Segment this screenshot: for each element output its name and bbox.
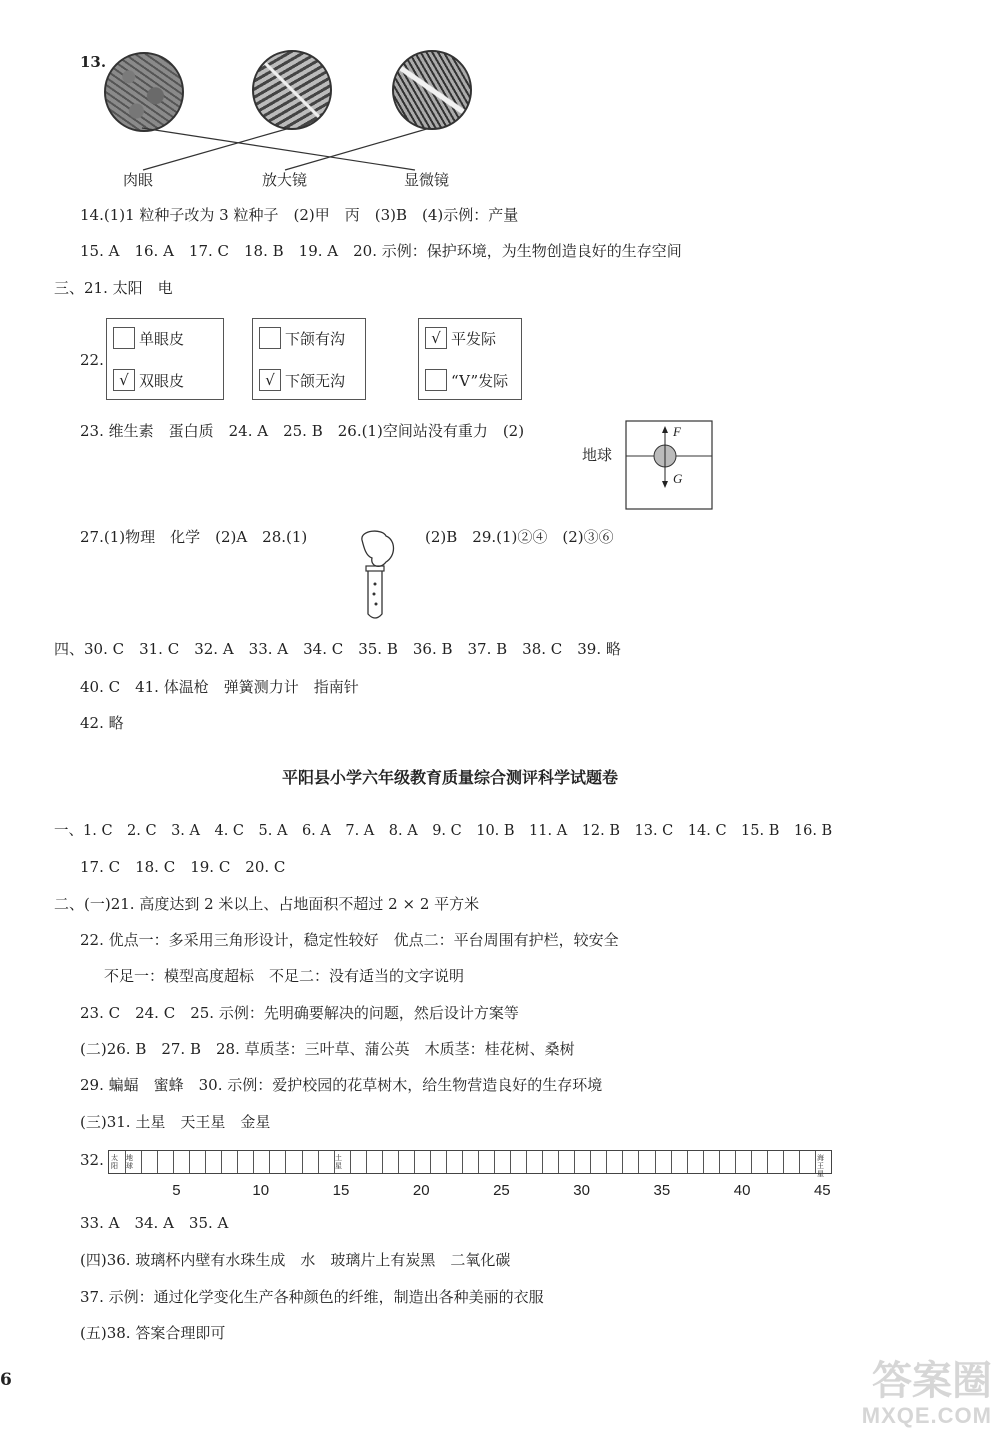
answer-36-b: (四)36. 玻璃杯内壁有水珠生成 水 玻璃片上有炭黑 二氧化碳 [80, 1251, 511, 1269]
ruler-tick [526, 1151, 527, 1173]
ruler-tick [173, 1151, 174, 1173]
ruler-tick [125, 1151, 126, 1173]
ruler-number: 20 [412, 1182, 430, 1199]
checkbox-label: 单眼皮 [139, 329, 185, 348]
checkbox-row [113, 325, 184, 351]
checkbox[interactable] [425, 369, 447, 391]
answer-22-number: 22. [80, 351, 104, 369]
answer-38-b: (五)38. 答案合理即可 [80, 1324, 226, 1342]
ruler-tick [398, 1151, 399, 1173]
ruler-tick [815, 1151, 816, 1173]
ruler-tick [205, 1151, 206, 1173]
ruler-number: 40 [733, 1182, 751, 1199]
ruler-number: 10 [252, 1182, 270, 1199]
checkbox-row [425, 367, 508, 393]
chin-options [252, 318, 366, 400]
answer-21: 三、21. 太阳 电 [54, 279, 173, 297]
ruler-tick [590, 1151, 591, 1173]
ruler-cell-earth: 地球 [126, 1154, 133, 1170]
checkbox[interactable]: √ [425, 327, 447, 349]
answer-37-b: 37. 示例：通过化学变化生产各种颜色的纤维，制造出各种美丽的衣服 [80, 1288, 544, 1306]
watermark-top: 答案圈 [872, 1358, 992, 1404]
ruler-tick [318, 1151, 319, 1173]
ruler-number: 5 [172, 1182, 181, 1199]
answer-30-39: 四、30. C 31. C 32. A 33. A 34. C 35. B 36. B 37. B 38. C 39. 略 [54, 640, 621, 658]
force-f-label: F [673, 424, 681, 439]
watermark [812, 1359, 992, 1439]
checkbox-row [113, 367, 184, 393]
ruler-tick [430, 1151, 431, 1173]
checkbox[interactable]: √ [113, 369, 135, 391]
ruler-tick [334, 1151, 335, 1173]
answer-32-number: 32. [80, 1151, 104, 1169]
checkbox-label: 下颌有沟 [285, 329, 346, 348]
ruler-tick [719, 1151, 720, 1173]
ruler-tick [574, 1151, 575, 1173]
ruler-tick [366, 1151, 367, 1173]
ruler-tick [221, 1151, 222, 1173]
ruler-tick [478, 1151, 479, 1173]
ruler-number: 30 [573, 1182, 590, 1199]
answer-33-35-b: 33. A 34. A 35. A [80, 1214, 229, 1232]
ruler-tick [558, 1151, 559, 1173]
checkbox-row [259, 367, 345, 393]
checkbox-row [259, 325, 345, 351]
ruler-tick [302, 1151, 303, 1173]
ruler-tick [687, 1151, 688, 1173]
ruler-number: 45 [813, 1182, 831, 1199]
answer-28-29: (2)B 29.(1)②④ (2)③⑥ [425, 528, 614, 546]
label-naked-eye: 肉眼 [123, 171, 154, 189]
checkbox[interactable] [259, 327, 281, 349]
ruler-tick [350, 1151, 351, 1173]
ruler-tick [237, 1151, 238, 1173]
ruler-tick [606, 1151, 607, 1173]
checkbox-label: “V”发际 [451, 371, 509, 390]
eyelid-options [106, 318, 224, 400]
ruler-tick [735, 1151, 736, 1173]
ruler-tick [285, 1151, 286, 1173]
ruler-tick [671, 1151, 672, 1173]
answer-26-28-b: (二)26. B 27. B 28. 草质茎：三叶草、蒲公英 木质茎：桂花树、桑树 [80, 1040, 575, 1058]
answer-40-41: 40. C 41. 体温枪 弹簧测力计 指南针 [80, 678, 359, 696]
ruler-cell-neptune: 海王星 [817, 1154, 824, 1178]
ruler-cell-saturn: 土星 [335, 1154, 342, 1170]
ruler-tick [462, 1151, 463, 1173]
ruler-tick [141, 1151, 142, 1173]
watermark-bottom: MXQE.COM [861, 1403, 992, 1428]
ruler-tick [622, 1151, 623, 1173]
answer-29-30-b: 29. 蝙蝠 蜜蜂 30. 示例：爱护校园的花草树木，给生物营造良好的生存环境 [80, 1076, 603, 1094]
checkbox-label: 双眼皮 [139, 371, 185, 390]
ruler-cell-sun: 太阳 [111, 1154, 118, 1170]
hairline-options [418, 318, 522, 400]
earth-label: 地球 [582, 446, 613, 464]
answers-1-16: 一、1. C 2. C 3. A 4. C 5. A 6. A 7. A 8. A 9. C 10. B 11. A 12. B 13. C 14. C 15. B 16. B [54, 823, 833, 839]
ruler-tick [799, 1151, 800, 1173]
ruler-tick [269, 1151, 270, 1173]
planet-distance-ruler [108, 1150, 832, 1178]
ruler-number: 35 [653, 1182, 671, 1199]
checkbox-label: 下颌无沟 [285, 371, 346, 390]
answer-15-20: 15. A 16. A 17. C 18. B 19. A 20. 示例：保护环境，为生物创造良好的生存空间 [80, 242, 682, 260]
answer-31-b: (三)31. 土星 天王星 金星 [80, 1113, 271, 1131]
checkbox[interactable]: √ [259, 369, 281, 391]
answer-22-b: 22. 优点一：多采用三角形设计，稳定性较好 优点二：平台周围有护栏，较安全 [80, 931, 619, 949]
page-number: 6 [0, 1370, 12, 1390]
ruler-tick [414, 1151, 415, 1173]
answer-23-26: 23. 维生素 蛋白质 24. A 25. B 26.(1)空间站没有重力 (2) [80, 422, 525, 440]
q13-number: 13. [80, 53, 107, 71]
ruler-tick [446, 1151, 447, 1173]
checkbox-label: 平发际 [451, 329, 497, 348]
force-g-label: G [673, 471, 683, 486]
ruler-tick [751, 1151, 752, 1173]
ruler-tick [655, 1151, 656, 1173]
ruler-tick [767, 1151, 768, 1173]
ruler-tick [494, 1151, 495, 1173]
ruler-tick [510, 1151, 511, 1173]
answer-23-25-b: 23. C 24. C 25. 示例：先明确要解决的问题，然后设计方案等 [80, 1004, 519, 1022]
answer-22-b-cont: 不足一：模型高度超标 不足二：没有适当的文字说明 [104, 967, 465, 985]
section-title: 平阳县小学六年级教育质量综合测评科学试题卷 [282, 768, 619, 787]
ruler-tick [189, 1151, 190, 1173]
answer-21-b: 二、(一)21. 高度达到 2 米以上、占地面积不超过 2 × 2 平方米 [54, 895, 480, 913]
answer-27-28: 27.(1)物理 化学 (2)A 28.(1) [80, 528, 308, 546]
ruler-tick [382, 1151, 383, 1173]
answers-17-20: 17. C 18. C 19. C 20. C [80, 858, 286, 876]
ruler-number: 15 [332, 1182, 350, 1199]
answer-42: 42. 略 [80, 714, 124, 732]
ruler-tick [638, 1151, 639, 1173]
ruler-tick [542, 1151, 543, 1173]
label-magnifier: 放大镜 [262, 171, 308, 189]
label-microscope: 显微镜 [404, 171, 450, 189]
answer-14: 14.(1)1 粒种子改为 3 粒种子 (2)甲 丙 (3)B (4)示例：产量 [80, 206, 519, 224]
force-diagram [625, 420, 713, 510]
checkbox-row [425, 325, 496, 351]
ruler-tick [157, 1151, 158, 1173]
ruler-tick [253, 1151, 254, 1173]
ruler-number: 25 [493, 1182, 510, 1199]
ruler-tick [783, 1151, 784, 1173]
ruler-tick [703, 1151, 704, 1173]
test-tube-drawing [352, 526, 402, 626]
checkbox[interactable] [113, 327, 135, 349]
